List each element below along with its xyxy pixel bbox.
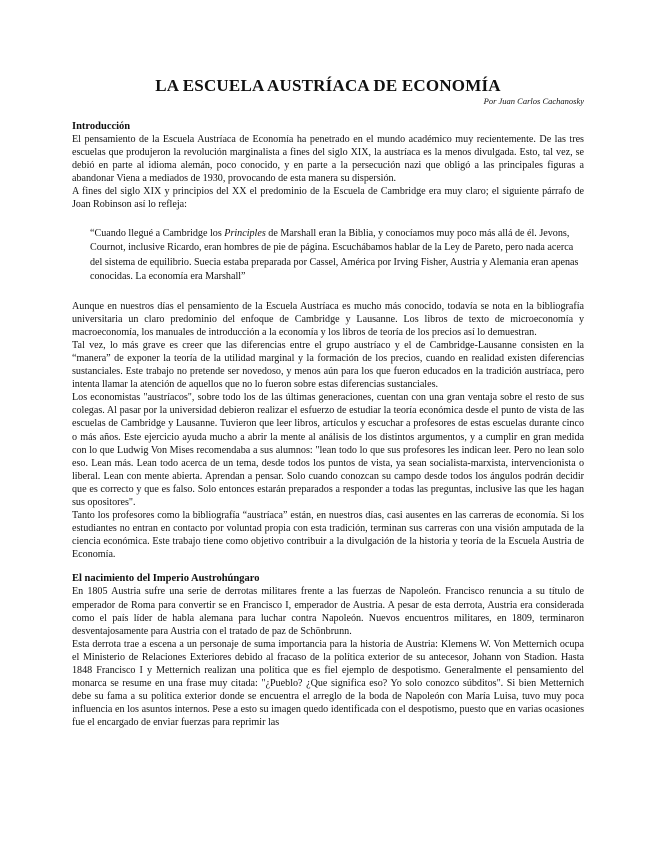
paragraph: Aunque en nuestros días el pensamiento de la Escuela Austríaca es mucho más conocido, todavía se nota en la bibliografía universitaria un claro predominio del enfoque de Cambridge y Lausanne. Los libros de texto de microeconomía y macroeconomía, los manuales de introducción a la economía y los libros de teoría de los precios así lo demuestran.: [72, 300, 584, 338]
author-line: Por Juan Carlos Cachanosky: [483, 96, 584, 106]
paragraph: En 1805 Austria sufre una serie de derrotas militares frente a las fuerzas de Napoleón. Francisco renuncia a su título de emperador de Roma para convertir se en Francisco I, emperador de Austria. A pesar de esta derrota, Austria era considerada como el país líder de habla alemana para luchar contra Napoleón. Nuevos encuentros militares, en 1809, terminaron desventajosamente para Austria con el tratado de paz de Schönbrunn.: [72, 586, 584, 637]
paragraph: Los economistas "austríacos", sobre todo los de las últimas generaciones, cuentan con una gran ventaja sobre el resto de sus colegas. Al pasar por la universidad debieron realizar el esfuerzo de estudiar la teoría económica desde el punto de vista de las escuelas de Cambridge y Lausanne. Tuvieron que leer libros, artículos y escuchar a profesores de estas escuelas durante cinco o más años. Este ejercicio ayuda mucho a abrir la mente al análisis de los distintos argumentos, y a cumplir en gran medida con lo que Ludwig Von Mises recomendaba a sus alumnos: "lean todo lo que sus profesores les indican leer. Pero no lean solo eso. Lean más. Lean todo acerca de un tema, desde todos los puntos de vista, ya sean socialista-marxista, intervencionista o liberal. Lean con mente abierta. Aprendan a pensar. Solo cuando conozcan su campo desde todos los ángulos podrán decidir que es correcto y que es falso. Solo entonces estarán preparados a responder a todas las preguntas, inclusive las que les hagan sus opositores".: [72, 392, 584, 508]
quote-book-title: Principles: [224, 227, 266, 239]
block-quote: [90, 227, 584, 285]
section-heading-introduccion: Introducción: [72, 121, 131, 132]
paragraph: Tal vez, lo más grave es creer que las diferencias entre el grupo austríaco y el de Cambridge-Lausanne consisten en la “manera” de exponer la teoría de la utilidad marginal y la formación de los precios, cuando en realidad existen diferencias sustanciales. Este trabajo no pretende ser novedoso, y menos aún para los que fueron educados en la tradición austríaca, pero intenta llamar la atención de aquellos que no lo fueron sobre estas diferencias sustanciales.: [72, 339, 584, 391]
section-heading-imperio: El nacimiento del Imperio Austrohúngaro: [72, 573, 260, 585]
paragraph: A fines del siglo XIX y principios del XX el predominio de la Escuela de Cambridge era muy claro; el siguiente párrafo de Joan Robinson así lo refleja:: [72, 186, 584, 211]
paragraph: Tanto los profesores como la bibliografía “austríaca” están, en nuestros días, casi ausentes en las carreras de economía. Si los estudiantes no entran en contacto por voluntad propia con esta tradición, terminan sus carreras con una visión amputada de la ciencia económica. Este trabajo tiene como objetivo contribuir a la divulgación de la historia y teoría de la Escuela Austria de Economía.: [72, 510, 584, 561]
quote-text: de Marshall eran la Biblia, y conocíamos muy poco más allá de él. Jevons, Cournot, inclusive Ricardo, eran hombres de pie de página. Escuchábamos hablar de la Ley de Pareto, pero nada acerca del sistema de equilibrio. Suecia estaba preparada por Cassel, América por Irving Fisher, Austria y Alemania eran apenas conocidas. La economía era Marshall”: [90, 227, 579, 283]
paragraph: El pensamiento de la Escuela Austríaca de Economía ha penetrado en el mundo académico muy recientemente. De las tres escuelas que produjeron la revolución marginalista a fines del siglo XIX, la austríaca es la menos divulgada. Esto, tal vez, se debió en parte al idioma alemán, poco conocido, y en parte a la persecución nazi que obligó a las principales figuras a abandonar Viena a mediados de 1930, provocando de esta manera su dispersión.: [72, 134, 584, 185]
document-title: LA ESCUELA AUSTRÍACA DE ECONOMÍA: [155, 76, 501, 95]
paragraph: Esta derrota trae a escena a un personaje de suma importancia para la historia de Austria: Klemens W. Von Metternich ocupa el Ministerio de Relaciones Exteriores debido al fracaso de la política exterior de su antecesor, Johann von Stadion. Hasta 1848 Francisco I y Metternich realizan una política que es fiel ejemplo de despotismo. Generalmente el pensamiento del monarca se resume en una frase muy citada: "¿Pueblo? ¿Que significa eso? Yo solo conozco súbditos". Si bien Metternich debe su fama a su política exterior donde se encuentra el arreglo de la boda de Napoleón con María Luisa, tuvo muy poca influencia en los asuntos internos. Pese a esto su imagen quedo identificada con el despotismo, puesto que en varias ocasiones fue el encargado de enviar fuerzas para reprimir las: [72, 638, 584, 729]
quote-text: “Cuando llegué a Cambridge los: [90, 227, 225, 239]
